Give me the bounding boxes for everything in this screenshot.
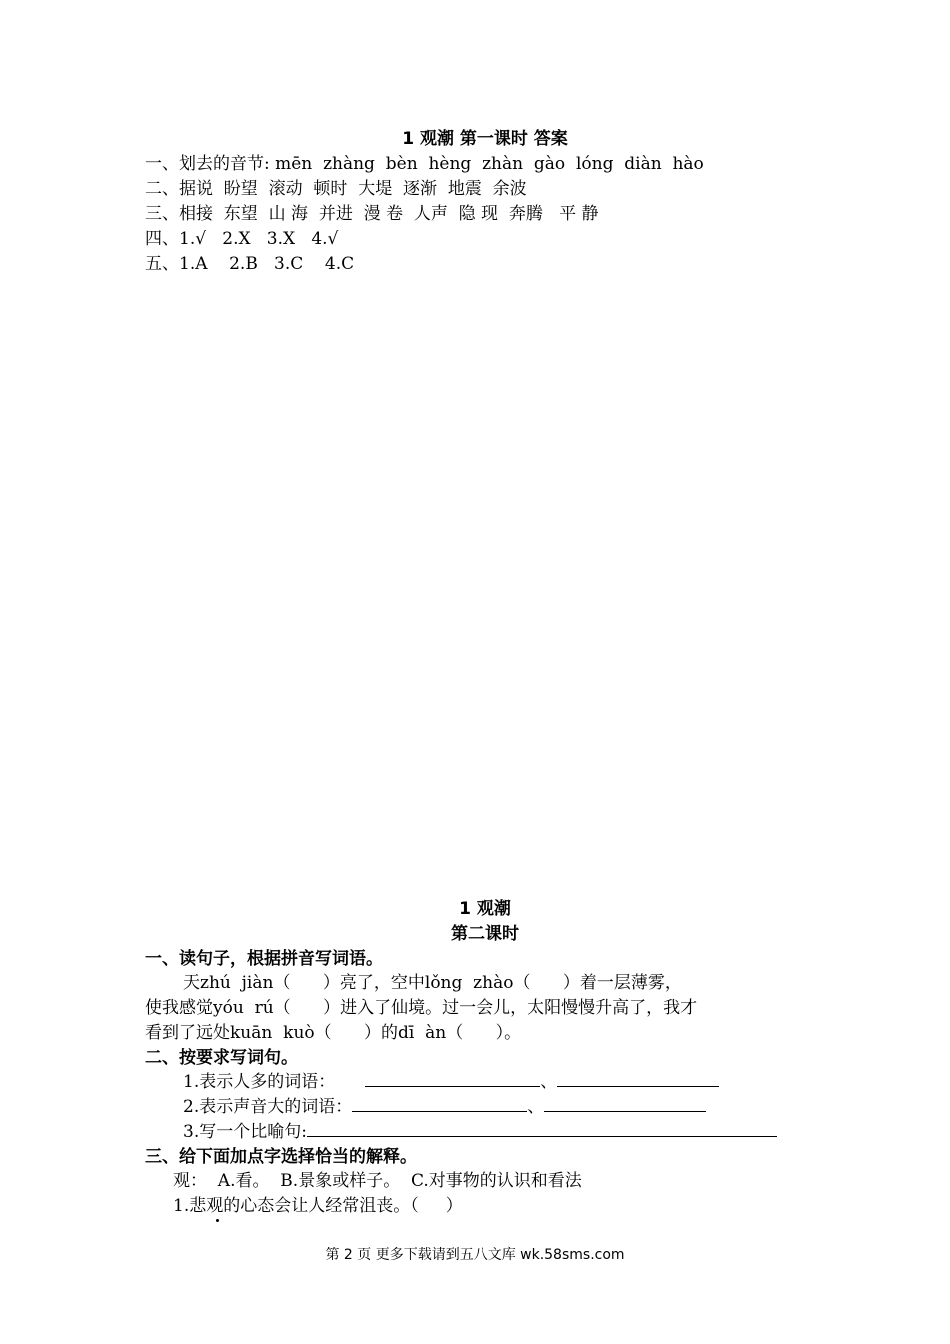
lesson-title: 1 观潮: [459, 899, 511, 919]
answer-blank[interactable]: [557, 1070, 719, 1087]
section1-heading: 一、读句子，根据拼音写词语。: [145, 949, 383, 969]
item-2-label: 2.表示声音大的词语：: [183, 1097, 353, 1117]
lesson-subtitle: 第二课时: [451, 924, 519, 944]
section3-heading: 三、给下面加点字选择恰当的解释。: [145, 1147, 417, 1167]
separator: 、: [540, 1072, 558, 1092]
item-1-label: 1.表示人多的词语：: [183, 1072, 336, 1092]
section2-heading: 二、按要求写词句。: [145, 1048, 298, 1068]
page-footer: 第 2 页 更多下载请到五八文库 wk.58sms.com: [325, 1247, 625, 1263]
answer-section: [145, 127, 825, 277]
item-3-label: 3.写一个比喻句:: [183, 1122, 307, 1142]
section2-item-1: [145, 1070, 825, 1095]
section1-para-line-1: 天zhú jiàn（ ）亮了，空中lǒng zhào（ ）着一层薄雾，: [183, 973, 682, 993]
answer-blank[interactable]: [307, 1120, 777, 1137]
section2-item-3: [145, 1120, 825, 1145]
lesson-section: [145, 897, 825, 1219]
section2-item-2: [145, 1095, 825, 1120]
answer-line-3: 三、相接 东望 山 海 并进 漫 卷 人声 隐 现 奔腾 平 静: [145, 204, 599, 224]
answer-line-2: 二、据说 盼望 滚动 顿时 大堤 逐渐 地震 余波: [145, 179, 527, 199]
section3-question-1: 1.悲观的心态会让人经常沮丧。（ ）: [173, 1196, 463, 1216]
emphasis-dot: [216, 1219, 219, 1222]
section3-options: 观： A.看。 B.景象或样子。 C.对事物的认识和看法: [173, 1171, 582, 1191]
answer-line-1: 一、划去的音节: mēn zhàng bèn hèng zhàn gào lóng diàn hào: [145, 154, 704, 174]
separator: 、: [527, 1097, 545, 1117]
answer-line-4: 四、1.√ 2.X 3.X 4.√: [145, 229, 339, 249]
answer-blank[interactable]: [544, 1095, 706, 1112]
answer-title: 1 观潮 第一课时 答案: [402, 129, 568, 149]
answer-line-5: 五、1.A 2.B 3.C 4.C: [145, 254, 355, 274]
answer-blank[interactable]: [365, 1070, 540, 1087]
section1-para-line-3: 看到了远处kuān kuò（ ）的dī àn（ ）。: [145, 1023, 522, 1043]
answer-blank[interactable]: [352, 1095, 527, 1112]
section1-para-line-2: 使我感觉yóu rú（ ）进入了仙境。过一会儿，太阳慢慢升高了，我才: [145, 998, 698, 1018]
